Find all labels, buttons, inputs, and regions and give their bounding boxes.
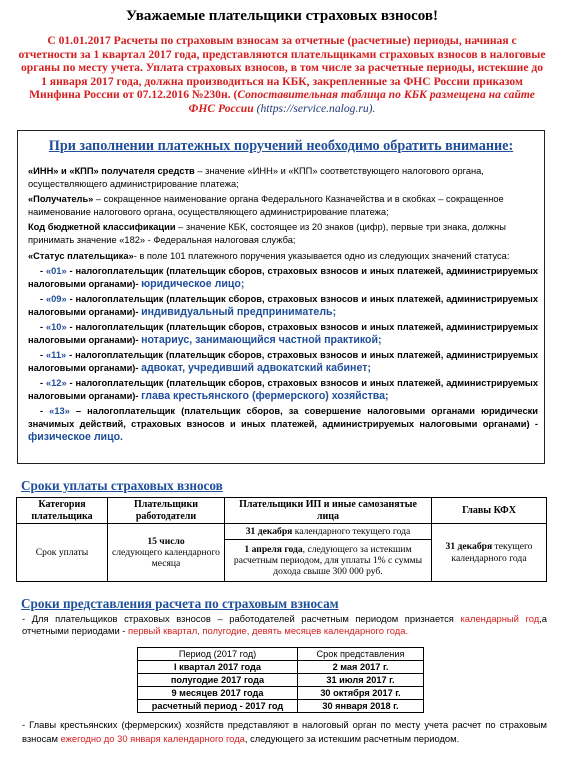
status-desc: - налогоплательщик (плательщик сборов, страховых взносов и иных платежей, администрируемых налоговыми органами)- [28,350,538,374]
table-cell: 30 октября 2017 г. [298,687,424,700]
status-code: «01» [45,266,67,276]
report-periods-table [137,647,424,713]
kfh-text-2: , следующего за истекшим расчетным периодом. [244,732,460,744]
status-item: - «11» - налогоплательщик (плательщик сборов, страховых взносов и иных платежей, администрируемых налоговыми органами)- адвокат, учредивший адвокатский кабинет; [28,350,538,375]
status-desc: - налогоплательщик (плательщик сборов, страховых взносов и иных платежей, администрируемых налоговыми органами)- [28,322,538,346]
status-paragraph [28,250,538,263]
employers-deadline-text: следующего календарного месяца [112,546,220,570]
inn-kpp-paragraph [28,165,538,191]
status-type: адвокат, учредивший адвокатский кабинет; [141,362,371,375]
table-header: Плательщики работодатели [108,498,225,524]
kfh-paragraph [22,718,547,745]
table-header: Срок представления [298,648,424,661]
table-cell [225,540,432,582]
table-row [138,700,424,713]
kfh-text-1: - Главы крестьянских (фермерских) хозяйств представляют в налоговый орган по месту учета расчет по страховым взносам [22,719,547,744]
status-desc: - налогоплательщик (плательщик сборов, страховых взносов и иных платежей, администрируемых налоговыми органами)- [28,378,538,402]
status-item: - «01» - налогоплательщик (плательщик сборов, страховых взносов и иных платежей, администрируемых налоговыми органами)- юридическое лицо; [28,266,538,291]
report-deadlines-heading: Сроки представления расчета по страховым взносам [21,596,339,611]
table-cell: расчетный период - 2017 год [138,700,298,713]
fns-service-link[interactable]: https://service.nalog.ru [260,101,369,115]
table-cell: 9 месяцев 2017 года [138,687,298,700]
table-cell [432,524,547,582]
table-header: Период (2017 год) [138,648,298,661]
status-item: - «09» - налогоплательщик (плательщик сборов, страховых взносов и иных платежей, администрируемых налоговыми органами)- индивидуальный предприниматель; [28,294,538,319]
table-header: Категория плательщика [17,498,108,524]
kbk-text: – значение КБК, состоящее из 20 знаков (цифр), первые три знака, должны принимать значение «182» - Федеральная налоговая служба; [28,222,506,246]
kfh-deadline: 31 декабря [445,541,493,553]
status-type: физическое лицо. [28,431,123,444]
status-code: «09» [45,294,67,304]
table-cell: I квартал 2017 года [138,661,298,674]
intro-link-open: ( [253,101,261,115]
inn-label: «ИНН» и «КПП» получателя средств [28,166,195,176]
status-label: «Статус плательщика» [28,251,134,261]
payment-deadlines-heading: Сроки уплаты страховых взносов [21,478,223,493]
status-type: индивидуальный предприниматель; [141,306,337,319]
table-row [138,687,424,700]
ip-deadline-1-text: календарного текущего года [292,525,411,537]
kbk-paragraph [28,221,538,247]
ip-deadline-2-text: , следующего за истекшим расчетным периодом, для уплаты 1% с суммы дохода свыше 300 000 руб. [233,543,423,578]
status-code: «12» [45,378,67,388]
status-item: - «10» - налогоплательщик (плательщик сборов, страховых взносов и иных платежей, администрируемых налоговыми органами)- нотариус, занимающийся частной практикой; [28,322,538,347]
status-desc: - налогоплательщик (плательщик сборов, страховых взносов и иных платежей, администрируемых налоговыми органами)- [28,266,538,290]
status-desc: – налогоплательщик (плательщик сборов, за совершение налоговыми органами юридически значимых действий, страховых взносов и иных платежей, администрируемых налоговыми органами) - [28,406,538,430]
report-text-2: ,а отчетными периодами - [22,613,548,637]
table-cell [108,524,225,582]
attention-box [17,130,545,464]
status-type: глава крестьянского (фермерского) хозяйства; [141,390,389,403]
attention-heading: При заполнении платежных поручений необходимо обратить внимание: [48,138,514,154]
recipient-paragraph [28,193,538,219]
table-cell: 31 июля 2017 г. [298,674,424,687]
intro-link-close: ). [368,101,376,115]
table-header: Плательщики ИП и иные самозанятые лица [225,498,432,524]
table-row [138,661,424,674]
intro-text: С 01.01.2017 Расчеты по страховым взносам за отчетные (расчетные) периоды, начиная с отчетности за 1 квартал 2017 года, представляются плательщиками страховых взносов в налоговые органы по месту учета. Уплата страховых взносов, в том числе за расчетные периоды, истекшие до 1 января 2017 года, должна производиться на КБК, закрепленные за ФНС России приказом Минфина России от 07.12.2016 №230н. ( [18,34,546,102]
kbk-label: Код бюджетной классификации [28,222,176,232]
status-type: юридическое лицо; [141,278,245,291]
table-cell: 2 мая 2017 г. [298,661,424,674]
kfh-red: ежегодно до 30 января календарного года [60,732,245,744]
status-item: - «12» - налогоплательщик (плательщик сборов, страховых взносов и иных платежей, администрируемых налоговыми органами)- глава крестьянского (фермерского) хозяйства; [28,378,538,403]
status-item: - «13» – налогоплательщик (плательщик сборов, за совершение налоговыми органами юридически значимых действий, страховых взносов и иных платежей, администрируемых налоговыми органами) - физическое лицо. [28,406,538,444]
status-code: «11» [46,350,67,360]
report-text-1: - Для плательщиков страховых взносов – работодателей расчетным периодом признается [22,613,461,624]
report-paragraph [22,613,547,638]
report-red-2: первый квартал, полугодие, девять месяцев календарного года. [128,625,409,637]
status-type: нотариус, занимающийся частной практикой; [141,334,382,347]
employers-deadline: 15 число [147,535,185,547]
table-cell: 30 января 2018 г. [298,700,424,713]
ip-deadline-2: 1 апреля года [244,543,303,555]
kfh-deadline-text: текущего календарного года [451,541,533,564]
payment-deadlines-table [16,497,547,582]
table-cell: полугодие 2017 года [138,674,298,687]
table-cell: Срок уплаты [17,524,108,582]
intro-notice [18,34,546,116]
recipient-text: – сокращенное наименование органа Федерального Казначейства и в скобках – сокращенное наименование налогового органа, осуществляющего администрирование платежа; [28,194,504,218]
report-red-1: календарный год [460,613,540,624]
status-code: «13» [49,406,70,416]
status-code: «10» [45,322,67,332]
recipient-label: «Получатель» [28,194,94,204]
table-cell [225,524,432,540]
status-desc: - налогоплательщик (плательщик сборов, страховых взносов и иных платежей, администрируемых налоговыми органами)- [28,294,538,318]
inn-text: – значение «ИНН» и «КПП» соответствующего налогового органа, осуществляющего администрирование платежа; [28,166,484,190]
table-row [138,674,424,687]
ip-deadline-1: 31 декабря [245,525,293,537]
page-title: Уважаемые плательщики страховых взносов! [126,8,438,24]
table-header: Главы КФХ [432,498,547,524]
status-text: - в поле 101 платежного поручения указывается одно из следующих значений статуса: [133,251,510,261]
intro-italic: Сопоставительная таблица по КБК размещена на сайте ФНС России [188,88,535,115]
